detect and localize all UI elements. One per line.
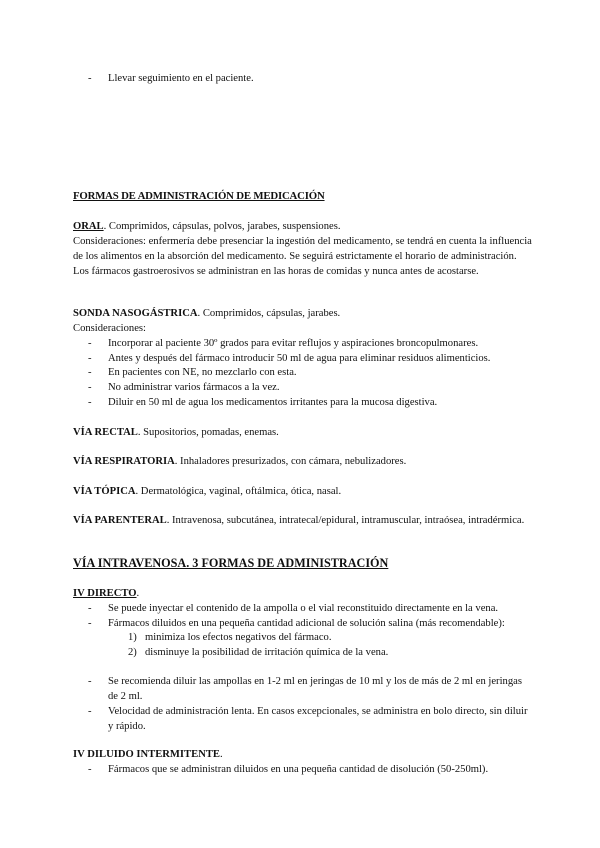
oral-line: [73, 219, 533, 234]
oral-text: . Comprimidos, cápsulas, polvos, jarabes, suspensiones.: [103, 221, 341, 232]
bullet-dash: -: [88, 676, 92, 687]
list-item-text: Se recomienda diluir las ampollas en 1-2 ml en jeringas de 10 ml y los de más de 2 ml en jeringas de 2 ml.: [108, 676, 522, 702]
iv-diluido-suffix: .: [219, 749, 223, 760]
iv-directo-line: [73, 586, 533, 601]
bullet-dash: -: [88, 382, 92, 393]
list-item-text: Diluir en 50 ml de agua los medicamentos irritantes para la mucosa digestiva.: [108, 397, 438, 408]
list-item-text: Fármacos que se administran diluidos en una pequeña cantidad de disolución (50-250ml).: [108, 764, 489, 775]
list-item-text: Llevar seguimiento en el paciente.: [108, 73, 254, 84]
topica-text: . Dermatológica, vaginal, oftálmica, ótica, nasal.: [135, 486, 342, 497]
parenteral-line: [73, 513, 533, 528]
list-item-text: Antes y después del fármaco introducir 50 ml de agua para eliminar residuos alimenticios.: [108, 353, 491, 364]
list-item-text: No administrar varios fármacos a la vez.: [108, 382, 280, 393]
sonda-label: SONDA NASOGÁSTRICA: [73, 308, 198, 319]
bullet-dash: -: [88, 367, 92, 378]
list-item-text: Incorporar al paciente 30º grados para evitar reflujos y aspiraciones broncopulmonares.: [108, 338, 479, 349]
respiratoria-line: [73, 454, 533, 469]
parenteral-text: . Intravenosa, subcutánea, intratecal/epidural, intramuscular, intraósea, intradérmica.: [166, 515, 525, 526]
topica-line: [73, 484, 533, 499]
sonda-considerations-label: Consideraciones:: [73, 323, 146, 334]
iv-directo-label: IV DIRECTO: [73, 588, 137, 599]
bullet-dash: -: [88, 338, 92, 349]
bullet-dash: -: [88, 73, 92, 84]
parenteral-label: VÍA PARENTERAL: [73, 515, 167, 526]
respiratoria-label: VÍA RESPIRATORIA: [73, 456, 175, 467]
bullet-dash: -: [88, 764, 92, 775]
oral-considerations: Consideraciones: enfermería debe presenciar la ingestión del medicamento, se tendrá en cuenta la influencia de los alimentos en la absorción del medicamento. Se seguirá estrictamente el horario de administración. Los fármacos gastroerosivos se administran en las horas de comidas y nunca antes de acostarse.: [73, 236, 532, 277]
list-item-text: Fármacos diluidos en una pequeña cantidad adicional de solución salina (más recomendable):: [108, 618, 505, 629]
iv-diluido-line: [73, 747, 533, 762]
rectal-text: . Supositorios, pomadas, enemas.: [137, 427, 279, 438]
item-number: 2): [128, 647, 137, 658]
list-item-text: En pacientes con NE, no mezclarlo con esta.: [108, 367, 297, 378]
respiratoria-text: . Inhaladores presurizados, con cámara, nebulizadores.: [174, 456, 407, 467]
oral-label: ORAL: [73, 221, 104, 232]
numbered-item-text: minimiza los efectos negativos del fármaco.: [145, 632, 332, 643]
topica-label: VÍA TÓPICA: [73, 486, 136, 497]
section-title: FORMAS DE ADMINISTRACIÓN DE MEDICACIÓN: [73, 190, 325, 202]
sonda-line: [73, 306, 533, 321]
iv-diluido-label: IV DILUIDO INTERMITENTE: [73, 749, 220, 760]
iv-section-title: VÍA INTRAVENOSA. 3 FORMAS DE ADMINISTRACIÓN: [73, 556, 389, 570]
bullet-dash: -: [88, 706, 92, 717]
iv-directo-suffix: .: [136, 588, 140, 599]
bullet-dash: -: [88, 353, 92, 364]
item-number: 1): [128, 632, 137, 643]
numbered-item-text: disminuye la posibilidad de irritación química de la vena.: [145, 647, 389, 658]
sonda-text: . Comprimidos, cápsulas, jarabes.: [197, 308, 341, 319]
bullet-dash: -: [88, 618, 92, 629]
list-item-text: Velocidad de administración lenta. En casos excepcionales, se administra en bolo directo, sin diluir y rápido.: [108, 706, 528, 732]
bullet-dash: -: [88, 603, 92, 614]
bullet-dash: -: [88, 397, 92, 408]
list-item-text: Se puede inyectar el contenido de la ampolla o el vial reconstituido directamente en la vena.: [108, 603, 499, 614]
rectal-line: [73, 425, 533, 440]
rectal-label: VÍA RECTAL: [73, 427, 138, 438]
